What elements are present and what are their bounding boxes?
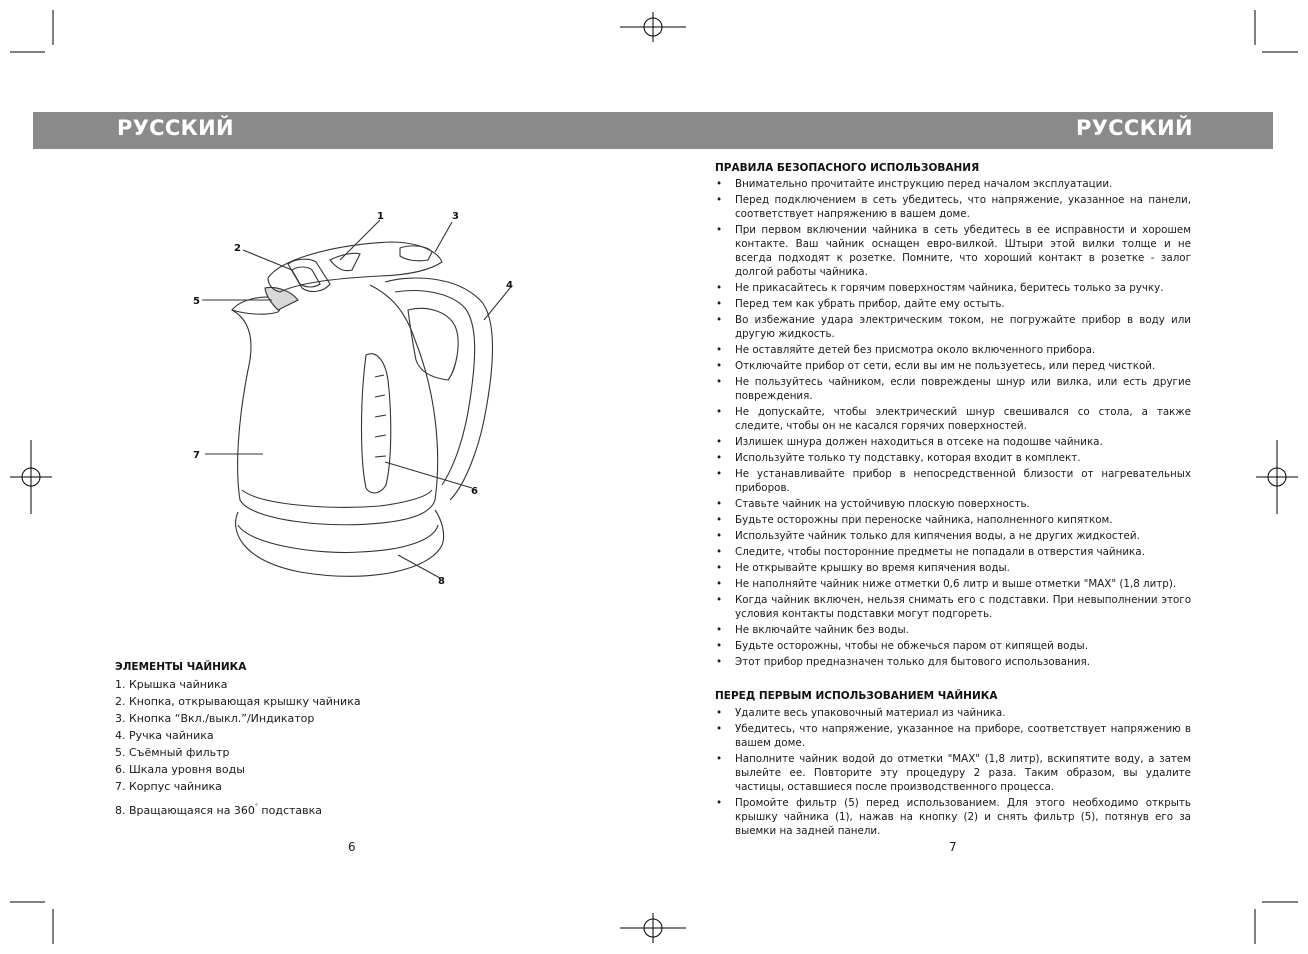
water-window: [362, 354, 391, 493]
list-item: • Не пользуйтесь чайником, если повреждены шнур или вилка, или есть другие повреждения.: [715, 375, 1191, 403]
callout-7: 7: [193, 450, 200, 461]
safety-rules: [715, 177, 1191, 671]
list-item: 6. Шкала уровня воды: [115, 763, 245, 776]
list-item: 1. Крышка чайника: [115, 678, 228, 691]
list-item: • Наполните чайник водой до отметки "MAX" (1,8 литр), вскипятите воду, а затем вылейте ее. Повторите эту процедуру 2 раза. Таким образом, вы удалите частицы, оставшиеся после производственного процесса.: [715, 752, 1191, 794]
list-item: • Убедитесь, что напряжение, указанное на приборе, соответствует напряжению в вашем доме.: [715, 722, 1191, 750]
list-item: • Следите, чтобы посторонние предметы не попадали в отверстия чайника.: [715, 545, 1191, 559]
list-item: • Не допускайте, чтобы электрический шнур свешивался со стола, а также следите, чтобы он не касался горячих поверхностей.: [715, 405, 1191, 433]
left-page-number: 6: [348, 840, 356, 854]
callout-5: 5: [193, 296, 200, 307]
callout-4: 4: [506, 280, 513, 291]
list-item: • Будьте осторожны при переноске чайника, наполненного кипятком.: [715, 513, 1191, 527]
list-item: 7. Корпус чайника: [115, 780, 222, 793]
list-item: • Во избежание удара электрическим током, не погружайте прибор в воду или другую жидкость.: [715, 313, 1191, 341]
list-item: • Промойте фильтр (5) перед использованием. Для этого необходимо открыть крышку чайника (1), нажав на кнопку (2) и снять фильтр (5), потянув его за выемки на задней панели.: [715, 796, 1191, 838]
callout-2: 2: [234, 243, 241, 254]
kettle-diagram: [180, 200, 520, 600]
list-item: • Внимательно прочитайте инструкцию перед началом эксплуатации.: [715, 177, 1191, 191]
list-item: • Отключайте прибор от сети, если вы им не пользуетесь, или перед чисткой.: [715, 359, 1191, 373]
power-switch: [400, 246, 432, 261]
right-page-number: 7: [949, 840, 957, 854]
list-item: • Удалите весь упаковочный материал из чайника.: [715, 706, 1191, 720]
list-item: 4. Ручка чайника: [115, 729, 214, 742]
left-language-title: РУССКИЙ: [117, 116, 234, 140]
list-item-text: подставка: [257, 804, 323, 817]
list-item: 5. Съёмный фильтр: [115, 746, 230, 759]
list-item: 2. Кнопка, открывающая крышку чайника: [115, 695, 361, 708]
list-item: • Не включайте чайник без воды.: [715, 623, 1191, 637]
callout-1: 1: [377, 211, 384, 222]
list-item: 3. Кнопка “Вкл./выкл.”/Индикатор: [115, 712, 315, 725]
list-item: • Этот прибор предназначен только для бытового использования.: [715, 655, 1191, 669]
list-item: • Не устанавливайте прибор в непосредственной близости от нагревательных приборов.: [715, 467, 1191, 495]
kettle-lid: [268, 242, 442, 292]
list-item: • Ставьте чайник на устойчивую плоскую поверхность.: [715, 497, 1191, 511]
callout-8: 8: [438, 576, 445, 587]
first-use-rules: [715, 706, 1191, 840]
list-item-text: 8. Вращающаяся на 360: [115, 804, 255, 817]
parts-heading: ЭЛЕМЕНТЫ ЧАЙНИКА: [115, 661, 247, 673]
list-item: • Будьте осторожны, чтобы не обжечься паром от кипящей воды.: [715, 639, 1191, 653]
list-item: • Излишек шнура должен находиться в отсеке на подошве чайника.: [715, 435, 1191, 449]
kettle-base: [236, 510, 444, 576]
list-item: • Перед подключением в сеть убедитесь, что напряжение, указанное на панели, соответствует напряжению в вашем доме.: [715, 193, 1191, 221]
callout-3: 3: [452, 211, 459, 222]
list-item: • Не прикасайтесь к горячим поверхностям чайника, беритесь только за ручку.: [715, 281, 1191, 295]
list-item: • Не наполняйте чайник ниже отметки 0,6 литр и выше отметки "MAX" (1,8 литр).: [715, 577, 1191, 591]
parts-list: [115, 676, 361, 815]
list-item: • Когда чайник включен, нельзя снимать его с подставки. При невыполнении этого условия контакты подставки могут подгореть.: [715, 593, 1191, 621]
safety-heading: ПРАВИЛА БЕЗОПАСНОГО ИСПОЛЬЗОВАНИЯ: [715, 162, 980, 174]
callout-6: 6: [471, 486, 478, 497]
list-item: • Не открывайте крышку во время кипячения воды.: [715, 561, 1191, 575]
list-item: • При первом включении чайника в сеть убедитесь в ее исправности и хорошем контакте. Ваш чайник оснащен евро-вилкой. Штыри этой вилки толще и не всегда подходят к розетке. Помните, что хороший контакт в розетке - залог долгой работы чайника.: [715, 223, 1191, 279]
first-use-heading: ПЕРЕД ПЕРВЫМ ИСПОЛЬЗОВАНИЕМ ЧАЙНИКА: [715, 690, 998, 702]
list-item: • Используйте только ту подставку, которая входит в комплект.: [715, 451, 1191, 465]
list-item: • Не оставляйте детей без присмотра около включенного прибора.: [715, 343, 1191, 357]
kettle-body: [232, 285, 438, 525]
right-language-title: РУССКИЙ: [1076, 116, 1193, 140]
list-item: [115, 798, 361, 815]
list-item: • Используйте чайник только для кипячения воды, а не других жидкостей.: [715, 529, 1191, 543]
degree-sign: °: [254, 803, 258, 810]
list-item: • Перед тем как убрать прибор, дайте ему остыть.: [715, 297, 1191, 311]
